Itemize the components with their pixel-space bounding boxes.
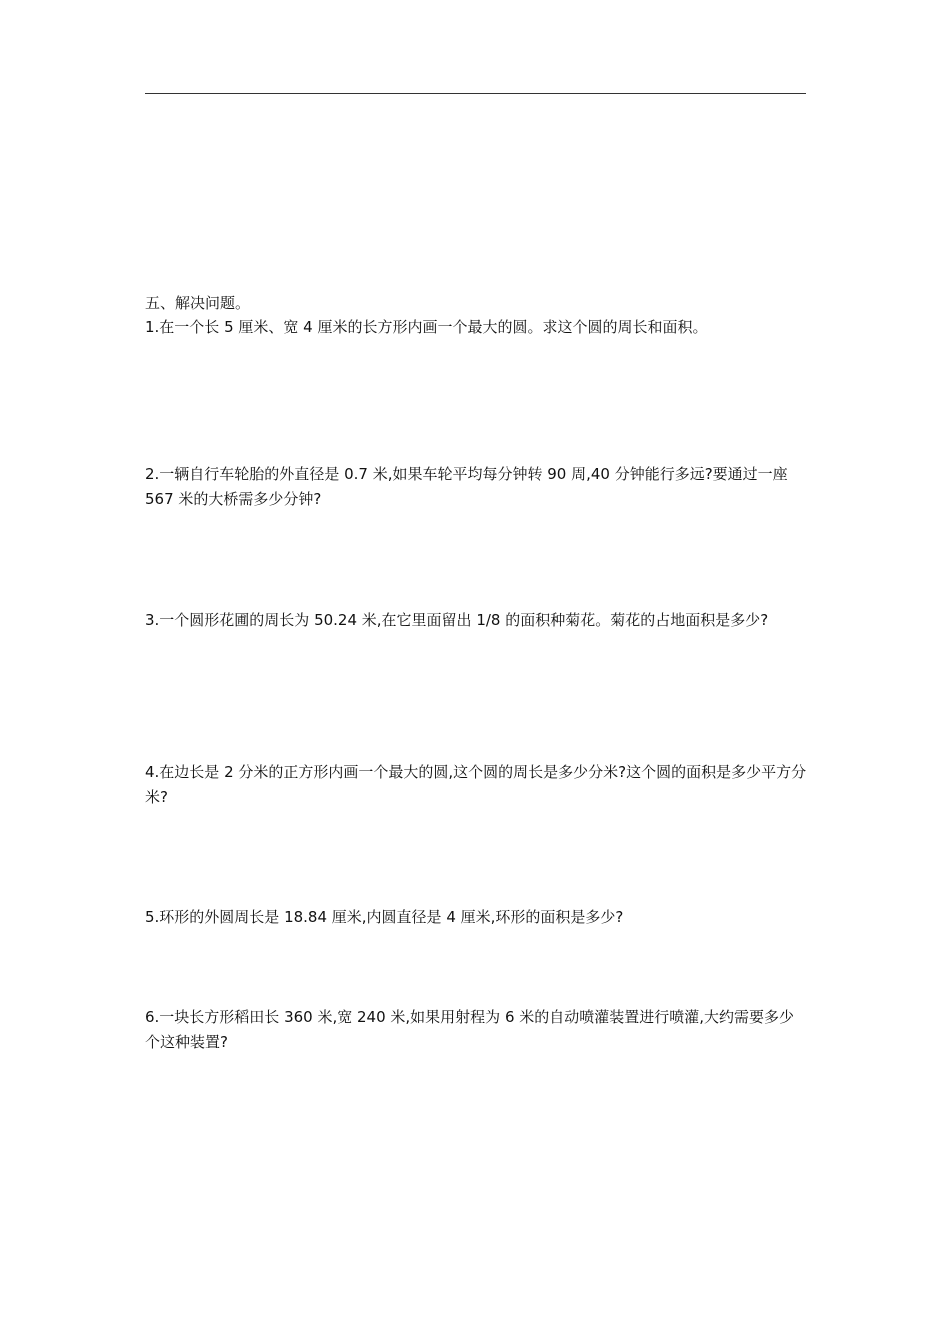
header-rule [145, 93, 806, 94]
section-title: 五、解决问题。 [145, 294, 251, 312]
problem-4: 4.在边长是 2 分米的正方形内画一个最大的圆,这个圆的周长是多少分米?这个圆的面积是多少平方分米? [145, 763, 807, 806]
problem-6: 6.一块长方形稻田长 360 米,宽 240 米,如果用射程为 6 米的自动喷灌装置进行喷灌,大约需要多少个这种装置? [145, 1008, 795, 1051]
problem-2: 2.一辆自行车轮胎的外直径是 0.7 米,如果车轮平均每分钟转 90 周,40 分钟能行多远?要通过一座 567 米的大桥需多少分钟? [145, 465, 788, 508]
problem-1: 1.在一个长 5 厘米、宽 4 厘米的长方形内画一个最大的圆。求这个圆的周长和面积。 [145, 318, 708, 336]
problem-5: 5.环形的外圆周长是 18.84 厘米,内圆直径是 4 厘米,环形的面积是多少? [145, 908, 624, 926]
problem-3: 3.一个圆形花圃的周长为 50.24 米,在它里面留出 1/8 的面积种菊花。菊花的占地面积是多少? [145, 611, 769, 629]
